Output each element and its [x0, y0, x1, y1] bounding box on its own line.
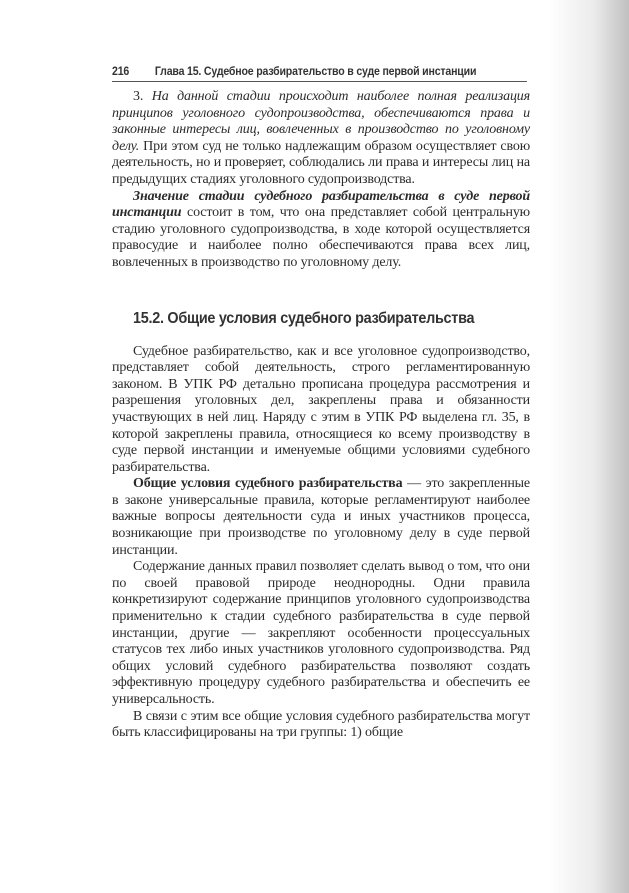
page-edge-shadow	[549, 0, 629, 893]
bold-term: Общие условия судебного разбирательства	[133, 476, 403, 492]
paragraph-1	[112, 89, 530, 189]
chapter-title: Глава 15. Судебное разбирательство в суде первой инстанции	[154, 66, 477, 78]
running-head	[112, 66, 527, 82]
italic-statement: На данной стадии происходит наиболее полная реализация принципов уголовного судопроизводства, обеспечиваются права и законные интересы лиц, вовлеченных в производство по уголовному делу.	[112, 89, 530, 154]
paragraph-text: При этом суд не только надлежащим образом осуществляет свою деятельность, но и проверяет, соблюдались ли права и интересы лиц на предыдущих стадиях уголовного судопроизводства.	[112, 138, 530, 187]
bold-italic-term: Значение стадии судебного разбирательства в суде первой инстанции	[112, 188, 530, 221]
section-heading: 15.2. Общие условия судебного разбирательства	[133, 309, 475, 327]
paragraph-text: — это закрепленные в законе универсальные правила, которые регламентируют наиболее важные вопросы деятельности суда и иных участников процесса, возникающие при производстве по уголовному делу в суде первой инстанции.	[112, 476, 530, 558]
paragraph-5: Содержание данных правил позволяет сделать вывод о том, что они по своей правовой природе неоднородны. Одни правила конкретизируют содержание принципов уголовного судопроизводства применительно к стадии судебного разбирательства в суде первой инстанции, другие — закрепляют особенности процессуальных статусов тех либо иных участников уголовного судопроизводства. Ряд общих условий судебного разбирательства позволяют создать эффективную процедуру судебного разбирательства и обеспечить ее универсальность.	[112, 559, 530, 707]
paragraph-6: В связи с этим все общие условия судебного разбирательства могут быть классифицированы на три группы: 1) общие	[112, 708, 530, 741]
page-number: 216	[112, 66, 130, 78]
body-text	[112, 344, 530, 742]
body-text	[112, 89, 530, 272]
paragraph-number: 3.	[133, 89, 144, 104]
paragraph-4	[112, 476, 530, 559]
paragraph-2	[112, 189, 530, 272]
paragraph-3: Судебное разбирательство, как и все уголовное судопроизводство, представляет собой деятельность, строго регламентированную законом. В УПК РФ детально прописана процедура рассмотрения и разрешения уголовных дел, закреплены права и обязанности участвующих в ней лиц. Наряду с этим в УПК РФ выделена гл. 35, в которой закреплены правила, относящиеся ко всему производству в суде первой инстанции и именуемые общими условиями судебного разбирательства.	[112, 343, 530, 475]
paragraph-text: состоит в том, что она представляет собой центральную стадию уголовного судопроизводства, в ходе которой осуществляется правосудие и наиболее полно обеспечиваются права всех лиц, вовлеченных в производство по уголовному делу.	[112, 205, 530, 270]
book-page	[112, 66, 530, 742]
